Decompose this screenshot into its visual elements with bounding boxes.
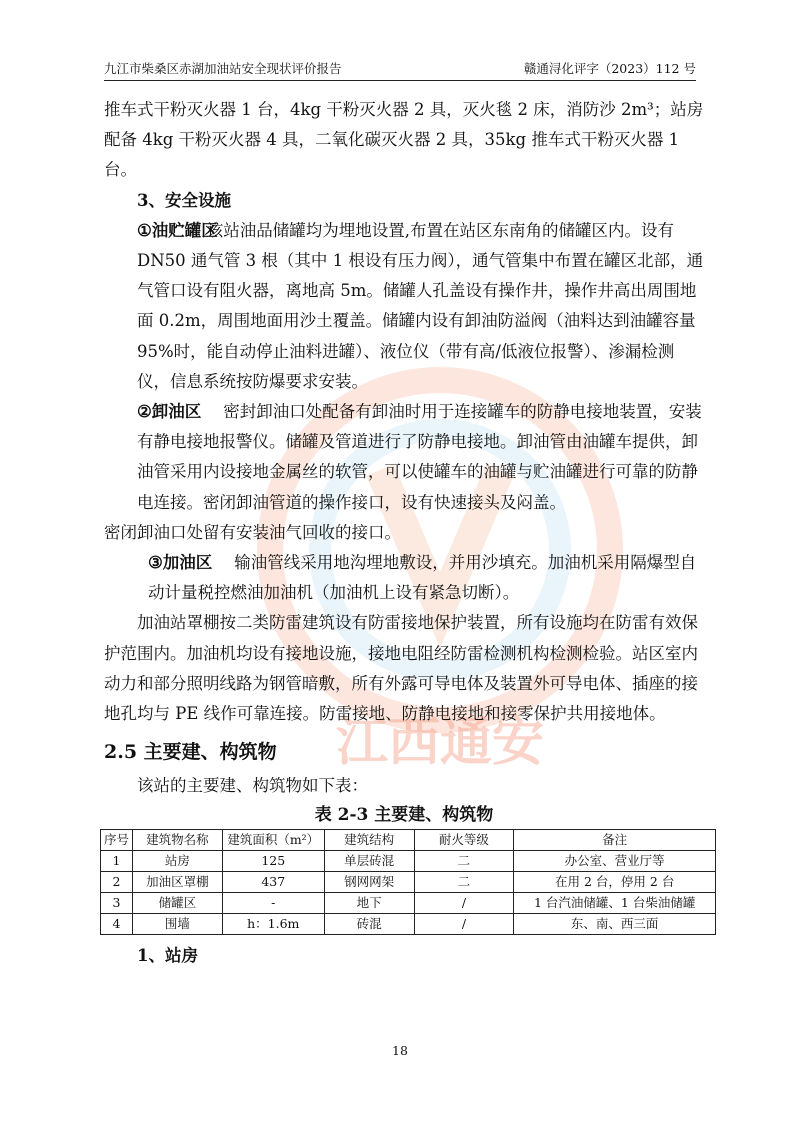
col-header-fire-rating: 耐火等级 — [414, 830, 514, 851]
cell-structure: 单层砖混 — [324, 851, 414, 872]
header-report-number: 赣通浔化评字（2023）112 号 — [523, 61, 696, 76]
cell-fire-rating: 二 — [414, 872, 514, 893]
circled-number-1: ① — [137, 220, 152, 240]
paragraph-tank-area — [104, 216, 704, 397]
cell-area: h：1.6m — [222, 914, 324, 935]
cell-remarks: 在用 2 台，停用 2 台 — [514, 872, 716, 893]
table-row — [101, 914, 716, 935]
cell-index: 2 — [101, 872, 133, 893]
col-header-name: 建筑物名称 — [132, 830, 222, 851]
cell-area: 437 — [222, 872, 324, 893]
table-row — [101, 851, 716, 872]
cell-name: 围墙 — [132, 914, 222, 935]
cell-fire-rating: / — [414, 893, 514, 914]
circled-number-2: ② — [137, 402, 152, 422]
paragraph-vapor-recovery: 密闭卸油口处留有安装油气回收的接口。 — [104, 522, 401, 542]
cell-name: 加油区罩棚 — [132, 872, 222, 893]
text-tank-area: 该站油品储罐均为埋地设置,布置在站区东南角的储罐区内。设有 DN50 通气管 3 根（其中 1 根设有压力阀），通气管集中布置在罐区北部，通气管口设有阻火器，离地高 5m。储罐人孔盖设有操作井，操作井高出周围地面 0.2m，周围地面用沙土覆盖。储罐内设有卸油防溢阀（油料达到油罐容量 95%时，能自动停止油料进罐）、液位仪（带有高/低液位报警）、渗漏检测仪，信息系统按防爆要求安装。 — [137, 220, 704, 391]
section-heading-buildings: 2.5 主要建、构筑物 — [104, 741, 277, 764]
header-report-title: 九江市柴桑区赤湖加油站安全现状评价报告 — [104, 61, 342, 76]
col-header-remarks: 备注 — [514, 830, 716, 851]
page-number: 18 — [392, 1043, 408, 1058]
cell-name: 储罐区 — [132, 893, 222, 914]
text-fuel-area: 输油管线采用地沟埋地敷设，并用沙填充。加油机采用隔爆型自动计量税控燃油加油机（加油机上设有紧急切断）。 — [148, 553, 697, 603]
watermark-text: 江西通安 — [335, 713, 545, 773]
col-header-index: 序号 — [101, 830, 133, 851]
cell-structure: 砖混 — [324, 914, 414, 935]
cell-remarks: 办公室、营业厅等 — [514, 851, 716, 872]
circled-number-3: ③ — [148, 553, 163, 573]
cell-index: 3 — [101, 893, 133, 914]
table-header-row — [101, 830, 716, 851]
cell-remarks: 1 台汽油储罐、1 台柴油储罐 — [514, 893, 716, 914]
cell-remarks: 东、南、西三面 — [514, 914, 716, 935]
cell-fire-rating: 二 — [414, 851, 514, 872]
text-unload-area: 密封卸油口处配备有卸油时用于连接罐车的防静电接地装置，安装有静电接地报警仪。储罐及管道进行了防静电接地。卸油管由油罐车提供，卸油管采用内设接地金属丝的软管，可以使罐车的油罐与贮油罐进行可靠的防静电连接。密闭卸油管道的操作接口，设有快速接头及闷盖。 — [137, 402, 702, 512]
paragraph-fuel-area — [104, 548, 704, 608]
cell-area: - — [222, 893, 324, 914]
table-row — [101, 893, 716, 914]
page-body — [104, 95, 704, 972]
cell-structure: 地下 — [324, 893, 414, 914]
heading-safety-facilities: 3、安全设施 — [137, 190, 231, 210]
col-header-area: 建筑面积（m²） — [222, 830, 324, 851]
table-row — [101, 872, 716, 893]
col-header-structure: 建筑结构 — [324, 830, 414, 851]
label-tank-area: 油贮罐区 — [151, 220, 218, 240]
label-fuel-area: 加油区 — [162, 553, 213, 573]
cell-structure: 钢网网架 — [324, 872, 414, 893]
paragraph-table-intro: 该站的主要建、构筑物如下表： — [137, 776, 368, 796]
cell-area: 125 — [222, 851, 324, 872]
label-unload-area: 卸油区 — [151, 402, 202, 422]
paragraph-lightning-protection: 加油站罩棚按二类防雷建筑设有防雷接地保护装置，所有设施均在防雷有效保护范围内。加油机均设有接地设施，接地电阻经防雷检测机构检测检验。站区室内动力和部分照明线路为钢管暗敷，所有外露可导电体及装置外可导电体、插座的接地孔均与 PE 线作可靠连接。防雷接地、防静电接地和接零保护共用接地体。 — [104, 613, 698, 724]
cell-index: 1 — [101, 851, 133, 872]
cell-fire-rating: / — [414, 914, 514, 935]
cell-index: 4 — [101, 914, 133, 935]
buildings-table — [100, 829, 716, 935]
paragraph-extinguishers: 推车式干粉灭火器 1 台，4kg 干粉灭火器 2 具，灭火毯 2 床，消防沙 2m³；站房配备 4kg 干粉灭火器 4 具，二氧化碳灭火器 2 具，35kg 推车式干粉灭火器 1 台。 — [104, 100, 704, 180]
cell-name: 站房 — [132, 851, 222, 872]
table-caption: 表 2-3 主要建、构筑物 — [314, 805, 494, 826]
page-header — [104, 58, 696, 81]
heading-station-building: 1、站房 — [137, 946, 198, 966]
paragraph-unload-area — [104, 397, 704, 518]
